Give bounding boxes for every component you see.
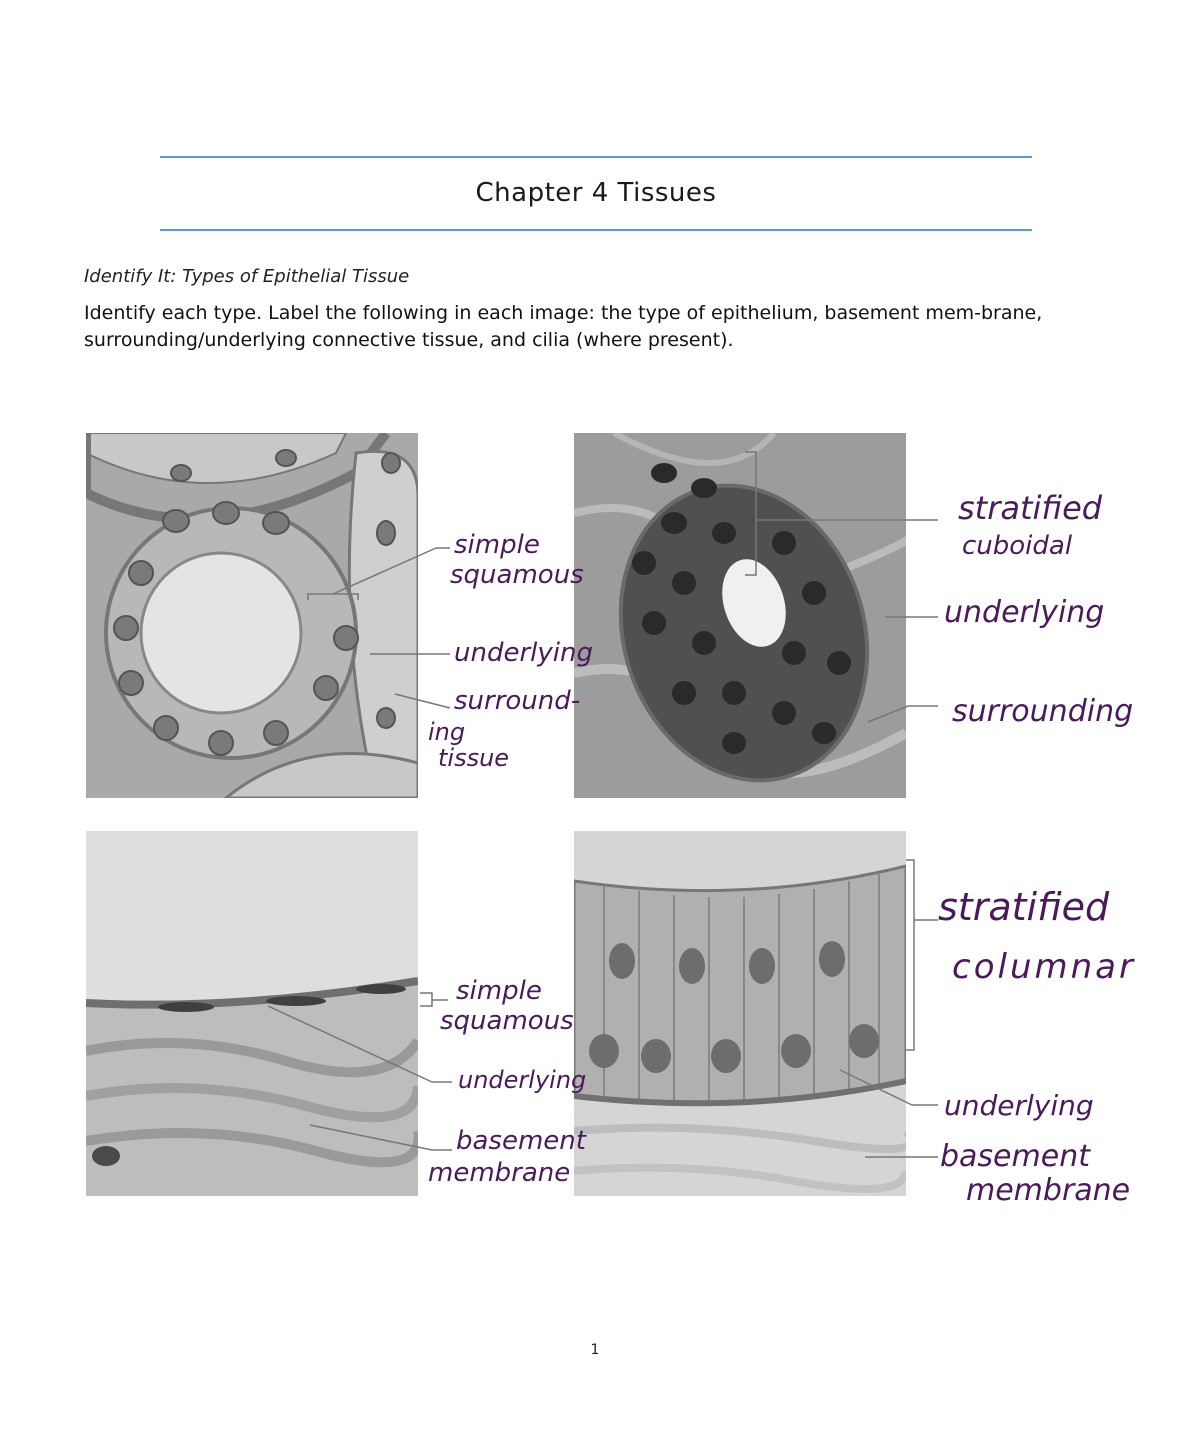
label-tl-type-line1: simple: [454, 530, 540, 560]
label-br-type-line2: columnar: [952, 947, 1136, 987]
label-tl-underlying: underlying: [454, 638, 593, 668]
label-br-type-line1: stratified: [938, 885, 1110, 929]
label-br-basement-line1: basement: [940, 1139, 1090, 1174]
label-tr-underlying: underlying: [944, 595, 1105, 630]
label-tl-surrounding-line3: tissue: [438, 744, 510, 772]
label-tl-surrounding-line2: ing: [428, 718, 466, 746]
label-tr-type-line1: stratified: [958, 489, 1103, 527]
label-tr-surrounding: surrounding: [952, 694, 1134, 729]
label-bl-underlying: underlying: [458, 1066, 587, 1094]
label-bl-basement-line1: basement: [456, 1126, 586, 1156]
page-title: Chapter 4 Tissues: [475, 178, 717, 208]
label-br-basement-line2: membrane: [966, 1173, 1131, 1208]
label-bl-basement-line2: membrane: [428, 1158, 571, 1188]
section-instructions: Identify each type. Label the following in each image: the type of epithelium, basement mem-brane, surrounding/underlying connective tissue, and cilia (where present).: [84, 302, 1043, 351]
label-bl-type-line1: simple: [456, 976, 542, 1006]
label-tl-type-line2: squamous: [450, 560, 584, 590]
label-tr-type-line2: cuboidal: [962, 531, 1073, 561]
page-number: 1: [590, 1342, 600, 1358]
label-bl-type-line2: squamous: [440, 1006, 574, 1036]
section-subtitle: Identify It: Types of Epithelial Tissue: [84, 266, 410, 287]
label-br-underlying: underlying: [944, 1089, 1094, 1122]
label-tl-surrounding-line1: surround-: [454, 686, 581, 716]
